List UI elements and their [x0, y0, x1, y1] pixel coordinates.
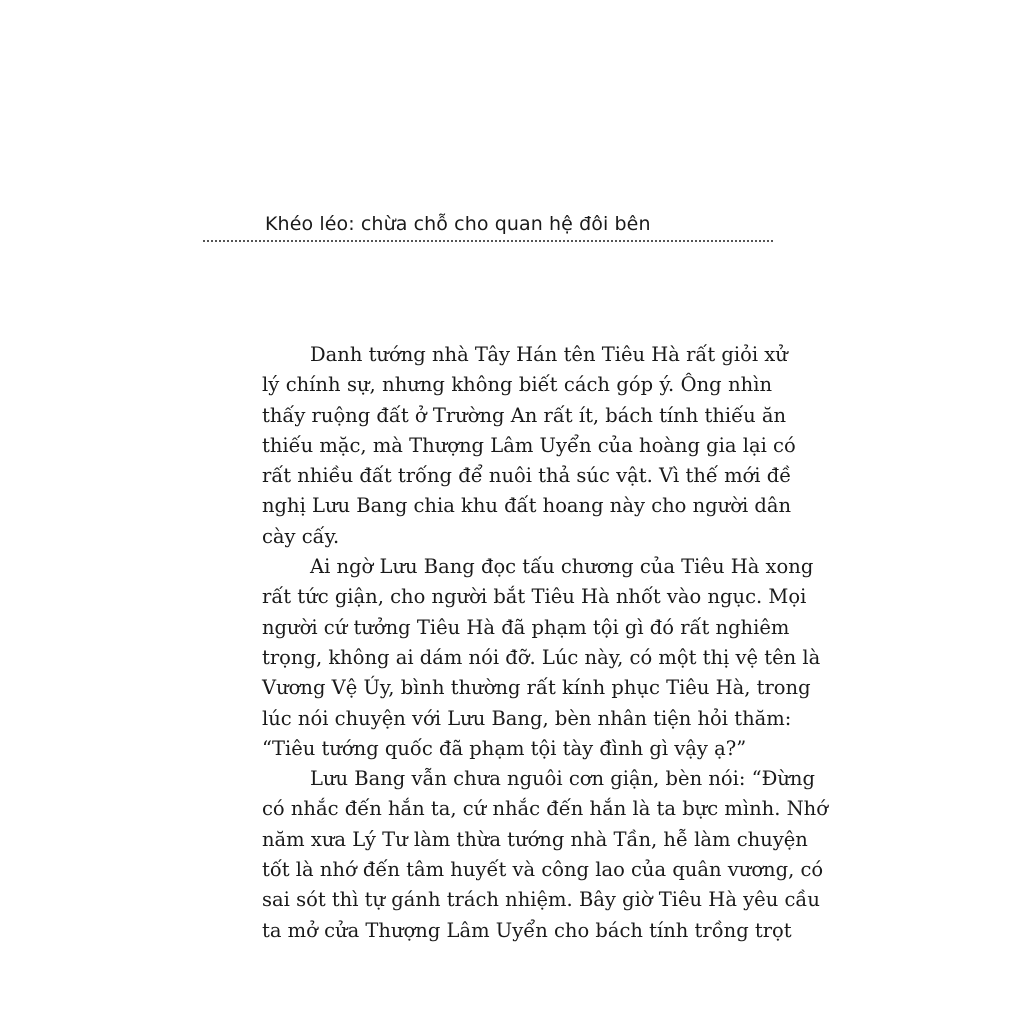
text-line: cày cấy.	[262, 524, 340, 548]
dotted-divider	[203, 240, 773, 242]
text-line: lúc nói chuyện với Lưu Bang, bèn nhân tiện hỏi thăm:	[262, 706, 792, 730]
body-text	[262, 340, 828, 946]
running-head-title: Khéo léo: chừa chỗ cho quan hệ đôi bên	[265, 213, 651, 235]
text-line: “Tiêu tướng quốc đã phạm tội tày đình gì vậy ạ?”	[262, 736, 747, 760]
text-line: người cứ tưởng Tiêu Hà đã phạm tội gì đó rất nghiêm	[262, 615, 790, 639]
text-line: thấy ruộng đất ở Trường An rất ít, bách tính thiếu ăn	[262, 403, 787, 427]
text-line: Vương Vệ Úy, bình thường rất kính phục Tiêu Hà, trong	[262, 676, 811, 700]
paragraph	[262, 340, 796, 552]
paragraph	[262, 764, 828, 946]
text-line: Danh tướng nhà Tây Hán tên Tiêu Hà rất giỏi xử	[310, 343, 788, 366]
text-line: sai sót thì tự gánh trách nhiệm. Bây giờ Tiêu Hà yêu cầu	[262, 888, 820, 912]
text-line: rất nhiều đất trống để nuôi thả súc vật. Vì thế mới đề	[262, 464, 792, 488]
paragraph	[262, 552, 821, 764]
text-line: trọng, không ai dám nói đỡ. Lúc này, có một thị vệ tên là	[262, 645, 821, 669]
text-line: có nhắc đến hắn ta, cứ nhắc đến hắn là ta bực mình. Nhớ	[262, 797, 828, 821]
text-line: Ai ngờ Lưu Bang đọc tấu chương của Tiêu Hà xong	[310, 555, 814, 579]
text-line: Lưu Bang vẫn chưa nguôi cơn giận, bèn nói: “Đừng	[310, 767, 815, 791]
text-line: lý chính sự, nhưng không biết cách góp ý. Ông nhìn	[262, 373, 772, 397]
text-line: nghị Lưu Bang chia khu đất hoang này cho người dân	[262, 494, 792, 518]
text-line: rất tức giận, cho người bắt Tiêu Hà nhốt vào ngục. Mọi	[262, 585, 807, 609]
text-line: năm xưa Lý Tư làm thừa tướng nhà Tần, hễ làm chuyện	[262, 827, 808, 851]
text-line: thiếu mặc, mà Thượng Lâm Uyển của hoàng gia lại có	[262, 433, 796, 457]
text-line: tốt là nhớ đến tâm huyết và công lao của quân vương, có	[262, 858, 824, 882]
text-line: ta mở cửa Thượng Lâm Uyển cho bách tính trồng trọt	[262, 918, 792, 942]
